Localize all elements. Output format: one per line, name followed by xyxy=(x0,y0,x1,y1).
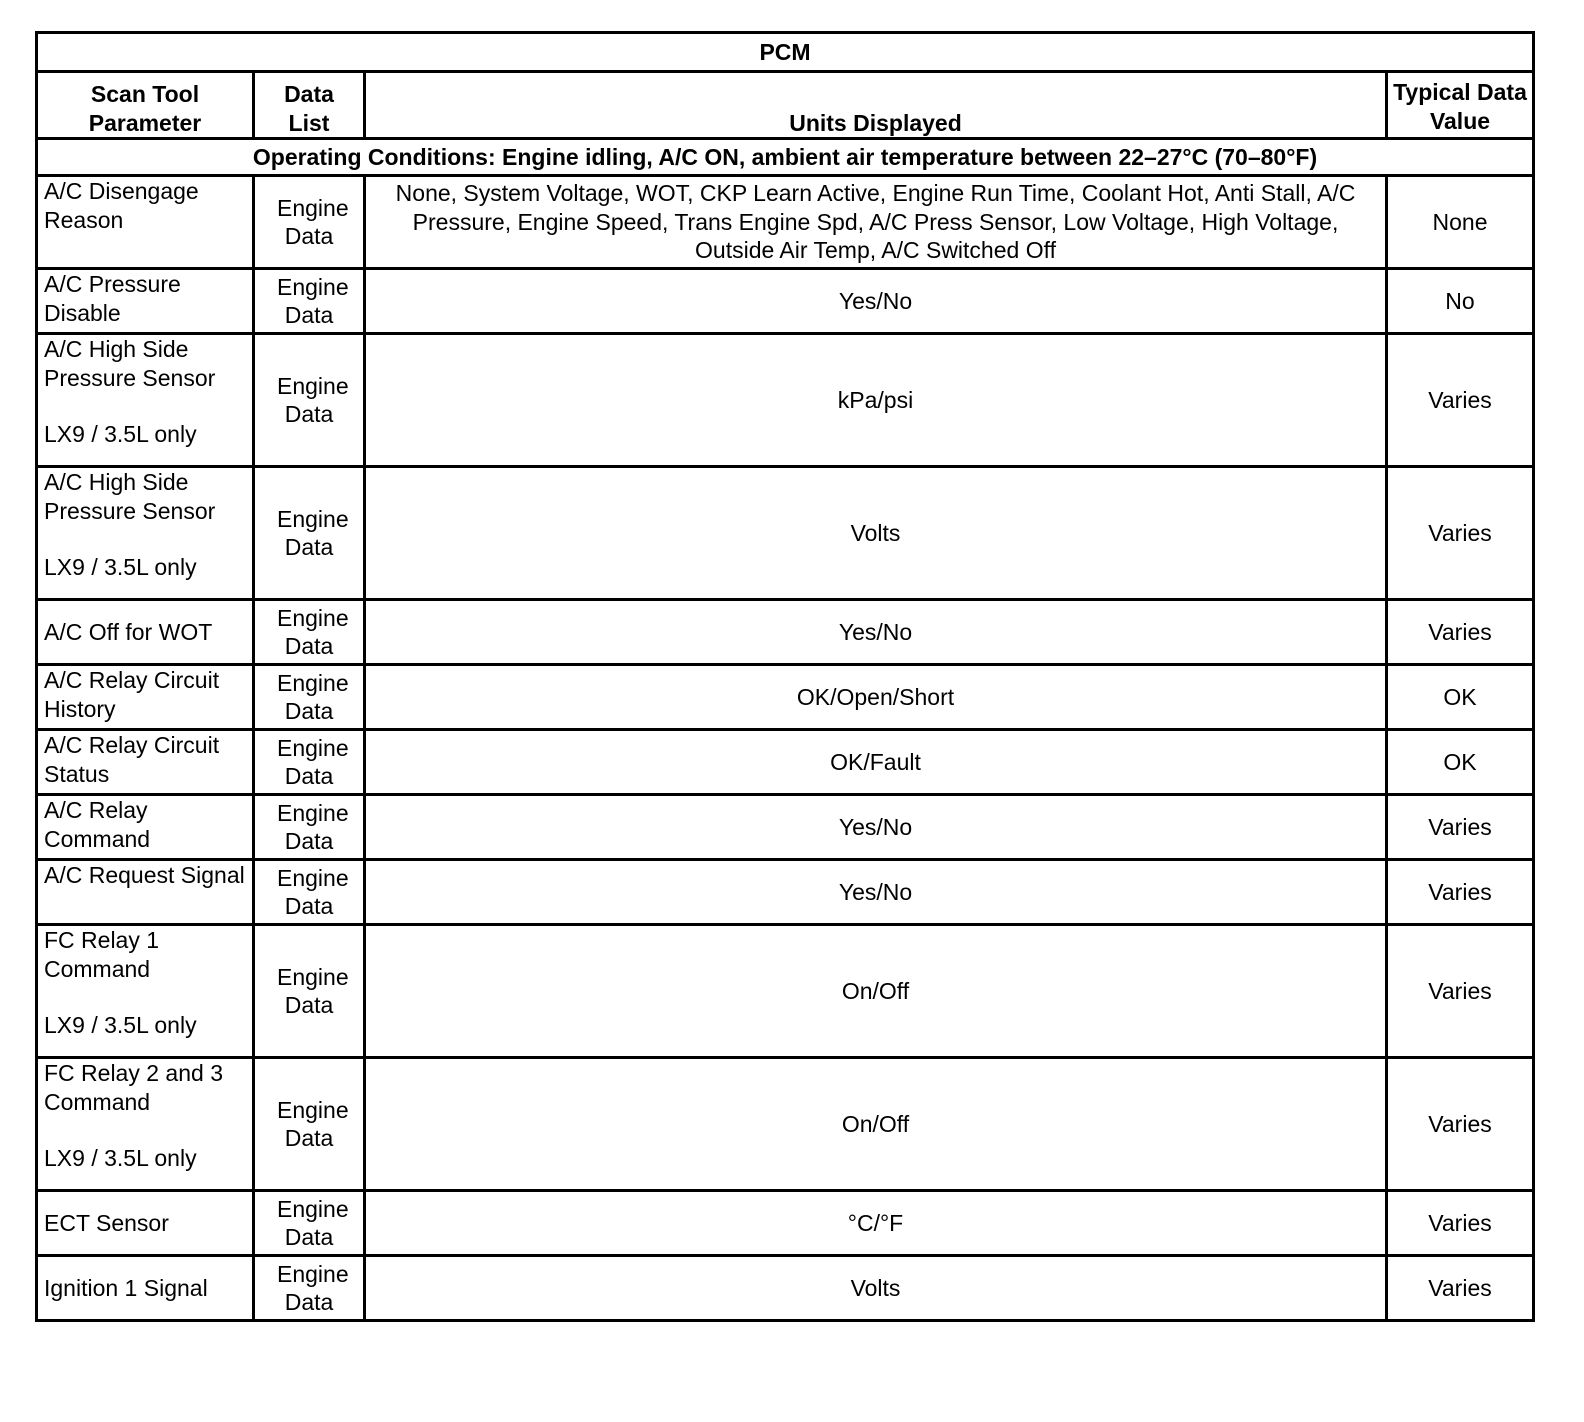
cell-data-list: Engine Data xyxy=(254,467,365,600)
cell-units-displayed: On/Off xyxy=(365,925,1387,1058)
cell-units-displayed: Yes/No xyxy=(365,795,1387,860)
cell-parameter xyxy=(37,600,254,665)
engine-note: LX9 / 3.5L only xyxy=(44,421,197,447)
cell-parameter xyxy=(37,795,254,860)
cell-typical-value: Varies xyxy=(1387,1256,1534,1321)
cell-parameter xyxy=(37,1256,254,1321)
cell-data-list: Engine Data xyxy=(254,600,365,665)
cell-typical-value: Varies xyxy=(1387,1191,1534,1256)
cell-units-displayed: kPa/psi xyxy=(365,334,1387,467)
table-row xyxy=(37,1058,1534,1191)
cell-units-displayed: Volts xyxy=(365,467,1387,600)
cell-units-displayed: Volts xyxy=(365,1256,1387,1321)
cell-units-displayed: Yes/No xyxy=(365,860,1387,925)
cell-typical-value: Varies xyxy=(1387,1058,1534,1191)
cell-parameter xyxy=(37,860,254,925)
cell-parameter xyxy=(37,665,254,730)
cell-units-displayed: Yes/No xyxy=(365,269,1387,334)
parameter-name: FC Relay 2 and 3 Command xyxy=(44,1060,223,1115)
engine-note: LX9 / 3.5L only xyxy=(44,1012,197,1038)
cell-data-list: Engine Data xyxy=(254,1058,365,1191)
parameter-name: A/C Off for WOT xyxy=(44,618,213,645)
operating-conditions-row xyxy=(37,139,1534,176)
cell-typical-value: Varies xyxy=(1387,334,1534,467)
cell-units-displayed: OK/Fault xyxy=(365,730,1387,795)
cell-data-list: Engine Data xyxy=(254,1191,365,1256)
engine-note: LX9 / 3.5L only xyxy=(44,1145,197,1171)
cell-typical-value: None xyxy=(1387,176,1534,269)
table-row xyxy=(37,665,1534,730)
cell-parameter xyxy=(37,1191,254,1256)
cell-typical-value: Varies xyxy=(1387,600,1534,665)
table-row xyxy=(37,860,1534,925)
header-data-list: Data List xyxy=(254,72,365,139)
table-title: PCM xyxy=(37,33,1534,72)
parameter-name: Ignition 1 Signal xyxy=(44,1274,208,1301)
table-row xyxy=(37,1191,1534,1256)
parameter-name: A/C High Side Pressure Sensor xyxy=(44,469,216,524)
cell-units-displayed: OK/Open/Short xyxy=(365,665,1387,730)
table-row xyxy=(37,176,1534,269)
cell-typical-value: Varies xyxy=(1387,860,1534,925)
cell-data-list: Engine Data xyxy=(254,860,365,925)
parameter-name: ECT Sensor xyxy=(44,1209,169,1236)
parameter-name: A/C Request Signal xyxy=(44,862,245,888)
cell-typical-value: No xyxy=(1387,269,1534,334)
table-row xyxy=(37,600,1534,665)
parameter-name: A/C High Side Pressure Sensor xyxy=(44,336,216,391)
cell-data-list: Engine Data xyxy=(254,334,365,467)
table-row xyxy=(37,730,1534,795)
pcm-data-table xyxy=(35,31,1535,1322)
cell-data-list: Engine Data xyxy=(254,176,365,269)
cell-parameter xyxy=(37,1058,254,1191)
table-row xyxy=(37,795,1534,860)
table-row xyxy=(37,467,1534,600)
cell-units-displayed: °C/°F xyxy=(365,1191,1387,1256)
header-units-displayed: Units Displayed xyxy=(365,72,1387,139)
parameter-name: A/C Disengage Reason xyxy=(44,178,199,233)
cell-parameter xyxy=(37,176,254,269)
cell-data-list: Engine Data xyxy=(254,925,365,1058)
cell-parameter xyxy=(37,467,254,600)
table-title-row xyxy=(37,33,1534,72)
cell-parameter xyxy=(37,730,254,795)
table-row xyxy=(37,269,1534,334)
header-scan-tool-parameter: Scan Tool Parameter xyxy=(37,72,254,139)
cell-typical-value: Varies xyxy=(1387,467,1534,600)
cell-data-list: Engine Data xyxy=(254,269,365,334)
cell-data-list: Engine Data xyxy=(254,795,365,860)
header-typical-data-value: Typical Data Value xyxy=(1387,72,1534,139)
cell-units-displayed: On/Off xyxy=(365,1058,1387,1191)
table-row xyxy=(37,925,1534,1058)
operating-conditions: Operating Conditions: Engine idling, A/C ON, ambient air temperature between 22–27°C (70–80°F) xyxy=(37,139,1534,176)
cell-data-list: Engine Data xyxy=(254,730,365,795)
parameter-name: FC Relay 1 Command xyxy=(44,927,160,982)
table-row xyxy=(37,334,1534,467)
cell-typical-value: Varies xyxy=(1387,795,1534,860)
cell-units-displayed: Yes/No xyxy=(365,600,1387,665)
cell-data-list: Engine Data xyxy=(254,1256,365,1321)
parameter-name: A/C Relay Command xyxy=(44,797,151,852)
cell-parameter xyxy=(37,334,254,467)
cell-typical-value: OK xyxy=(1387,665,1534,730)
parameter-name: A/C Pressure Disable xyxy=(44,271,181,326)
table-header-row xyxy=(37,72,1534,139)
parameter-name: A/C Relay Circuit History xyxy=(44,667,220,722)
parameter-name: A/C Relay Circuit Status xyxy=(44,732,220,787)
cell-units-displayed: None, System Voltage, WOT, CKP Learn Active, Engine Run Time, Coolant Hot, Anti Stall, A/C Pressure, Engine Speed, Trans Engine Spd, A/C Press Sensor, Low Voltage, High Voltage, Outside Air Temp, A/C Switched Off xyxy=(365,176,1387,269)
cell-parameter xyxy=(37,925,254,1058)
engine-note: LX9 / 3.5L only xyxy=(44,554,197,580)
cell-typical-value: Varies xyxy=(1387,925,1534,1058)
table-row xyxy=(37,1256,1534,1321)
cell-typical-value: OK xyxy=(1387,730,1534,795)
cell-data-list: Engine Data xyxy=(254,665,365,730)
cell-parameter xyxy=(37,269,254,334)
table-body xyxy=(37,176,1534,1321)
